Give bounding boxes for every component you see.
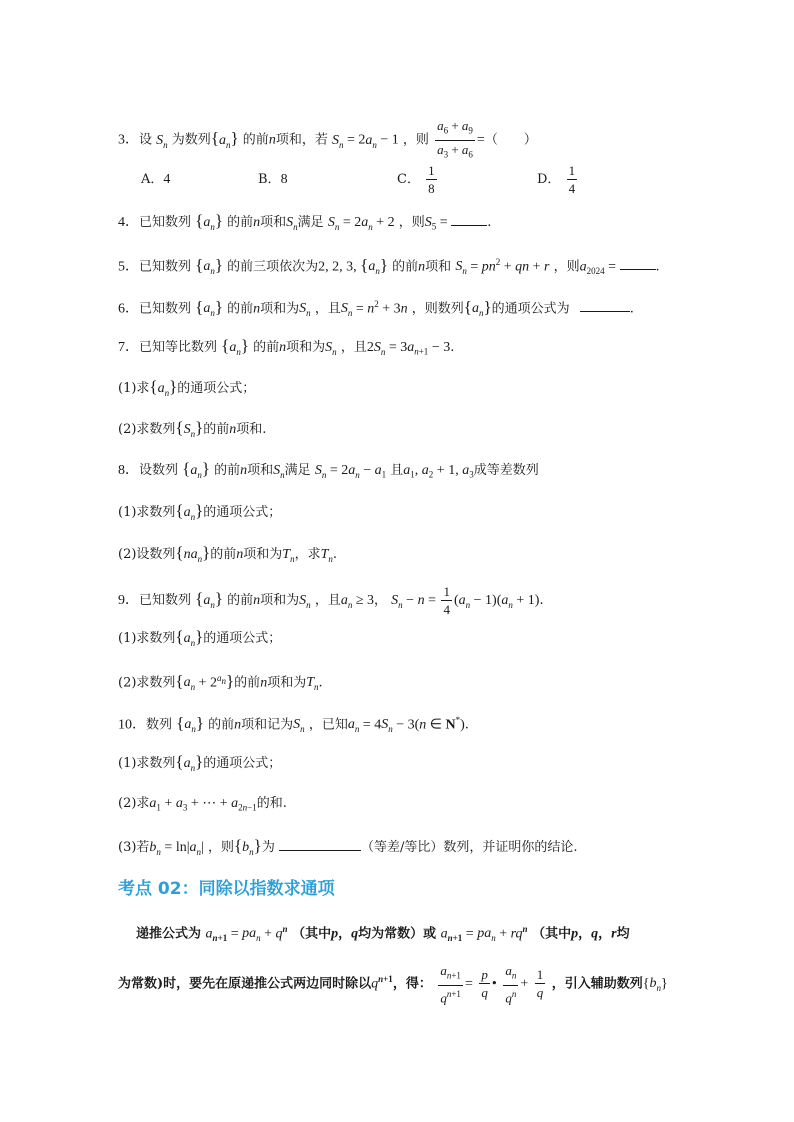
answer-blank: [279, 837, 361, 851]
question-5: 5．已知数列 $\{a_n\}$ 的前三项依次为2, 2, 3, $\{a_n\}$ 的前n项和 $S_n = pn^2$ + qn + r ，则$a_{2024}$ = .: [118, 255, 660, 277]
question-10: 10．数列 $\{a_n\}$ 的前n项和记为$S_n$ ，已知$a_n = 4S_n - 3(n$ ∈ N*).: [118, 713, 469, 735]
intro-line-1: 递推公式为 $a_{n+1} = pa_n + q^n$ （其中p，q均为常数）或 $a_{n+1} = pa_n + rq^n$ （其中p，q，r均: [136, 924, 630, 944]
intro-line-2: 为常数)时，要先在原递推公式两边同时除以$q^{n+1}$，得： $\frac{a_{n+1}}{q^{n+1}}$ = $\frac{p}{q}$ • $\frac{a_n}{q^n}$ + $\frac{1}{q}$ ，引入辅助数列$\{b_n\}$: [118, 963, 668, 1005]
question-10-part-3: (3)若$b_n = \ln|a_n|$ ，则$\{b_n\}$为 （等差/等比）数列，并证明你的结论.: [118, 836, 578, 857]
question-7-part-2: (2)求数列$\{S_n\}$的前n项和.: [118, 418, 267, 439]
question-10-part-1: (1)求数列$\{a_n\}$的通项公式；: [118, 752, 282, 773]
question-8-part-1: (1)求数列$\{a_n\}$的通项公式；: [118, 501, 282, 522]
question-4: 4．已知数列 $\{a_n\}$ 的前n项和$S_n$满足 $S_n = 2a_n + 2$ ，则$S_5$ = .: [118, 211, 492, 232]
question-7-part-1: (1)求$\{a_n\}$的通项公式；: [118, 377, 256, 398]
answer-blank: [580, 298, 630, 312]
question-9-part-1: (1)求数列$\{a_n\}$的通项公式；: [118, 627, 282, 648]
question-3: 3．设 $S_n$ 为数列$\{a_n\}$ 的前n项和，若 $S_n = 2a_n - 1$ ，则 $\frac{a_6 + a_9}{a_3 + a_6}$ =（ ）: [118, 117, 537, 163]
question-8: 8．设数列 $\{a_n\}$ 的前n项和$S_n$满足 $S_n = 2a_n - a_1$ 且$a_1$, $a_2 + 1$, $a_3$成等差数列: [118, 459, 539, 480]
question-10-part-2: (2)求$a_1 + a_3$ + ⋯ + $a_{2n-1}$的和.: [118, 796, 287, 813]
question-6: 6．已知数列 $\{a_n\}$ 的前n项和为$S_n$ ，且$S_n = n^2 + 3n$ ，则数列$\{a_n\}$的通项公式为 .: [118, 297, 634, 319]
question-7: 7．已知等比数列 $\{a_n\}$ 的前n项和为$S_n$ ，且$2S_n = 3a_{n+1} - 3$.: [118, 336, 455, 357]
answer-blank: [451, 212, 487, 226]
question-8-part-2: (2)设数列$\{na_n\}$的前n项和为$T_n$，求$T_n$.: [118, 543, 338, 564]
answer-blank: [620, 256, 656, 270]
option-b: B．8: [258, 172, 288, 187]
option-c: C． $\frac{1}{8}$: [397, 163, 435, 196]
question-9: 9．已知数列 $\{a_n\}$ 的前n项和为$S_n$ ，且$a_n \ge 3$， $S_n - n$ = $\frac{1}{4}$ $(a_n - 1)(a_n + 1)$.: [118, 584, 544, 617]
option-a: A．4: [141, 172, 171, 187]
fraction: $\frac{a_6 + a_9}{a_3 + a_6}$: [437, 118, 473, 160]
section-heading: 考点 02：同除以指数求通项: [118, 879, 335, 899]
option-d: D． $\frac{1}{4}$: [537, 163, 576, 196]
question-9-part-2: (2)求数列$\{a_n + 2^{a_n}\}$的前n项和为$T_n$.: [118, 671, 323, 693]
